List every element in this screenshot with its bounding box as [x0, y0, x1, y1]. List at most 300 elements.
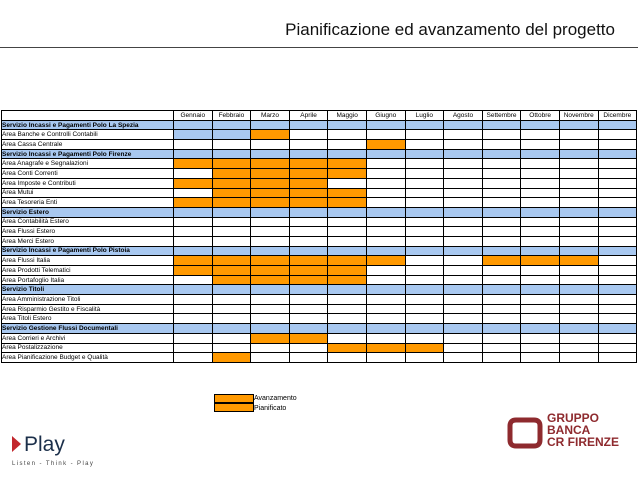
gantt-cell-agosto — [444, 159, 483, 169]
gantt-cell-settembre — [482, 217, 521, 227]
gantt-cell-luglio — [405, 149, 444, 159]
gantt-cell-luglio — [405, 159, 444, 169]
gantt-cell-aprile — [289, 178, 328, 188]
gantt-cell-ottobre — [521, 295, 560, 305]
month-header-ottobre: Ottobre — [521, 111, 560, 121]
gantt-cell-aprile — [289, 333, 328, 343]
gantt-cell-ottobre — [521, 353, 560, 363]
gantt-cell-gennaio — [174, 159, 213, 169]
gantt-cell-novembre — [559, 246, 598, 256]
gantt-cell-novembre — [559, 188, 598, 198]
gantt-cell-gennaio — [174, 149, 213, 159]
gantt-cell-gennaio — [174, 227, 213, 237]
gantt-cell-novembre — [559, 343, 598, 353]
gantt-cell-novembre — [559, 169, 598, 179]
gantt-cell-gennaio — [174, 353, 213, 363]
gantt-cell-febbraio — [212, 295, 251, 305]
gantt-cell-settembre — [482, 227, 521, 237]
gantt-cell-settembre — [482, 333, 521, 343]
gantt-cell-dicembre — [598, 314, 637, 324]
gantt-cell-maggio — [328, 130, 367, 140]
gantt-cell-settembre — [482, 314, 521, 324]
gantt-cell-ottobre — [521, 285, 560, 295]
gantt-cell-gennaio — [174, 236, 213, 246]
gantt-cell-giugno — [366, 343, 405, 353]
gantt-cell-febbraio — [212, 266, 251, 276]
month-header-luglio: Luglio — [405, 111, 444, 121]
gantt-cell-aprile — [289, 285, 328, 295]
gantt-cell-luglio — [405, 188, 444, 198]
gantt-cell-settembre — [482, 188, 521, 198]
gantt-cell-dicembre — [598, 159, 637, 169]
area-row — [2, 159, 637, 169]
gantt-cell-ottobre — [521, 314, 560, 324]
gantt-body — [2, 120, 637, 362]
gantt-cell-agosto — [444, 314, 483, 324]
gantt-cell-agosto — [444, 295, 483, 305]
gantt-cell-novembre — [559, 217, 598, 227]
gantt-cell-maggio — [328, 266, 367, 276]
gantt-cell-febbraio — [212, 304, 251, 314]
month-header-settembre: Settembre — [482, 111, 521, 121]
gantt-cell-luglio — [405, 343, 444, 353]
area-row — [2, 304, 637, 314]
gantt-cell-dicembre — [598, 275, 637, 285]
gantt-cell-maggio — [328, 353, 367, 363]
gantt-cell-agosto — [444, 266, 483, 276]
gantt-cell-aprile — [289, 188, 328, 198]
gantt-cell-febbraio — [212, 333, 251, 343]
gantt-cell-ottobre — [521, 140, 560, 150]
gantt-cell-novembre — [559, 130, 598, 140]
gantt-cell-maggio — [328, 236, 367, 246]
gantt-cell-giugno — [366, 159, 405, 169]
gantt-cell-luglio — [405, 169, 444, 179]
gantt-cell-aprile — [289, 314, 328, 324]
gruppo-line-3: CR FIRENZE — [547, 435, 619, 449]
gantt-cell-aprile — [289, 149, 328, 159]
gantt-cell-agosto — [444, 178, 483, 188]
gantt-cell-agosto — [444, 324, 483, 334]
gantt-cell-marzo — [251, 120, 290, 130]
gantt-cell-luglio — [405, 227, 444, 237]
gantt-cell-ottobre — [521, 256, 560, 266]
month-header-gennaio: Gennaio — [174, 111, 213, 121]
gantt-cell-ottobre — [521, 198, 560, 208]
area-label: Area Risparmio Gestito e Fiscalità — [2, 304, 174, 314]
area-row — [2, 353, 637, 363]
gantt-cell-febbraio — [212, 207, 251, 217]
gantt-cell-ottobre — [521, 120, 560, 130]
gantt-cell-marzo — [251, 198, 290, 208]
gantt-cell-dicembre — [598, 140, 637, 150]
gantt-cell-marzo — [251, 188, 290, 198]
gantt-cell-luglio — [405, 140, 444, 150]
gantt-cell-gennaio — [174, 140, 213, 150]
gantt-cell-settembre — [482, 130, 521, 140]
gantt-cell-luglio — [405, 120, 444, 130]
gantt-cell-settembre — [482, 207, 521, 217]
header-corner — [2, 111, 174, 121]
month-header-agosto: Agosto — [444, 111, 483, 121]
gantt-cell-maggio — [328, 285, 367, 295]
gantt-cell-maggio — [328, 198, 367, 208]
gantt-cell-marzo — [251, 285, 290, 295]
gantt-cell-maggio — [328, 343, 367, 353]
gantt-cell-febbraio — [212, 256, 251, 266]
gantt-cell-marzo — [251, 140, 290, 150]
gantt-cell-giugno — [366, 304, 405, 314]
gantt-cell-giugno — [366, 333, 405, 343]
legend-swatch-pianificato — [214, 403, 254, 412]
gantt-cell-marzo — [251, 266, 290, 276]
gantt-cell-luglio — [405, 207, 444, 217]
gantt-cell-maggio — [328, 149, 367, 159]
title-divider — [0, 47, 638, 48]
area-row — [2, 275, 637, 285]
area-row — [2, 314, 637, 324]
gantt-cell-agosto — [444, 217, 483, 227]
gantt-cell-aprile — [289, 217, 328, 227]
gantt-cell-giugno — [366, 236, 405, 246]
gantt-cell-marzo — [251, 353, 290, 363]
gantt-cell-luglio — [405, 198, 444, 208]
gantt-cell-aprile — [289, 275, 328, 285]
gantt-cell-settembre — [482, 285, 521, 295]
section-label: Servizio Incassi e Pagamenti Polo Firenze — [2, 149, 174, 159]
gantt-cell-settembre — [482, 159, 521, 169]
gantt-cell-settembre — [482, 266, 521, 276]
gantt-cell-giugno — [366, 246, 405, 256]
area-row — [2, 130, 637, 140]
gantt-cell-novembre — [559, 256, 598, 266]
gantt-cell-aprile — [289, 343, 328, 353]
gantt-cell-settembre — [482, 353, 521, 363]
gantt-cell-agosto — [444, 304, 483, 314]
area-row — [2, 266, 637, 276]
gantt-cell-gennaio — [174, 207, 213, 217]
month-header-dicembre: Dicembre — [598, 111, 637, 121]
gantt-cell-settembre — [482, 256, 521, 266]
gantt-cell-settembre — [482, 198, 521, 208]
area-row — [2, 227, 637, 237]
gantt-cell-gennaio — [174, 217, 213, 227]
gantt-cell-marzo — [251, 256, 290, 266]
gantt-cell-novembre — [559, 159, 598, 169]
gantt-cell-giugno — [366, 120, 405, 130]
gantt-cell-luglio — [405, 217, 444, 227]
gantt-cell-marzo — [251, 324, 290, 334]
area-row — [2, 198, 637, 208]
gantt-cell-settembre — [482, 149, 521, 159]
gantt-cell-dicembre — [598, 207, 637, 217]
gantt-cell-agosto — [444, 236, 483, 246]
gantt-cell-marzo — [251, 149, 290, 159]
gantt-cell-settembre — [482, 295, 521, 305]
gantt-cell-maggio — [328, 333, 367, 343]
gantt-cell-giugno — [366, 275, 405, 285]
gruppo-emblem-icon — [506, 412, 544, 454]
gantt-cell-febbraio — [212, 217, 251, 227]
gantt-cell-ottobre — [521, 266, 560, 276]
section-row — [2, 120, 637, 130]
gantt-cell-luglio — [405, 275, 444, 285]
gantt-cell-giugno — [366, 130, 405, 140]
play-arrow-icon — [12, 436, 21, 452]
gantt-cell-dicembre — [598, 120, 637, 130]
gantt-cell-gennaio — [174, 314, 213, 324]
gantt-cell-dicembre — [598, 343, 637, 353]
gantt-cell-giugno — [366, 207, 405, 217]
gantt-cell-giugno — [366, 256, 405, 266]
gantt-cell-dicembre — [598, 295, 637, 305]
area-label: Area Titoli Estero — [2, 314, 174, 324]
gantt-cell-agosto — [444, 169, 483, 179]
gantt-cell-febbraio — [212, 198, 251, 208]
area-label: Area Contabilità Estero — [2, 217, 174, 227]
gantt-cell-novembre — [559, 236, 598, 246]
gantt-cell-agosto — [444, 285, 483, 295]
gantt-cell-gennaio — [174, 198, 213, 208]
gantt-cell-aprile — [289, 120, 328, 130]
gantt-cell-dicembre — [598, 149, 637, 159]
gantt-cell-marzo — [251, 217, 290, 227]
section-row — [2, 246, 637, 256]
play-tagline: Listen - Think - Play — [12, 461, 95, 467]
gantt-cell-giugno — [366, 217, 405, 227]
section-label: Servizio Estero — [2, 207, 174, 217]
gantt-cell-novembre — [559, 304, 598, 314]
gantt-cell-maggio — [328, 324, 367, 334]
gantt-cell-marzo — [251, 236, 290, 246]
gantt-cell-aprile — [289, 227, 328, 237]
gantt-cell-dicembre — [598, 236, 637, 246]
gantt-cell-febbraio — [212, 343, 251, 353]
gantt-cell-novembre — [559, 333, 598, 343]
gantt-cell-giugno — [366, 188, 405, 198]
gantt-cell-aprile — [289, 304, 328, 314]
gantt-cell-agosto — [444, 198, 483, 208]
section-row — [2, 149, 637, 159]
gantt-cell-aprile — [289, 236, 328, 246]
gantt-cell-ottobre — [521, 324, 560, 334]
legend-label-pianificato: Pianificato — [254, 405, 287, 412]
gantt-cell-marzo — [251, 178, 290, 188]
month-header-novembre: Novembre — [559, 111, 598, 121]
gantt-cell-settembre — [482, 178, 521, 188]
gantt-cell-novembre — [559, 295, 598, 305]
gantt-cell-maggio — [328, 188, 367, 198]
gantt-cell-febbraio — [212, 227, 251, 237]
gantt-cell-maggio — [328, 178, 367, 188]
gantt-cell-aprile — [289, 140, 328, 150]
gantt-cell-aprile — [289, 353, 328, 363]
area-label: Area Prodotti Telematici — [2, 266, 174, 276]
gruppo-banca-logo — [506, 412, 631, 472]
gantt-cell-luglio — [405, 266, 444, 276]
gantt-cell-marzo — [251, 246, 290, 256]
gantt-cell-ottobre — [521, 246, 560, 256]
gantt-cell-novembre — [559, 314, 598, 324]
gantt-cell-maggio — [328, 275, 367, 285]
area-row — [2, 256, 637, 266]
area-label: Area Portafoglio Italia — [2, 275, 174, 285]
gantt-cell-agosto — [444, 333, 483, 343]
gantt-cell-maggio — [328, 304, 367, 314]
gantt-cell-gennaio — [174, 285, 213, 295]
gantt-cell-febbraio — [212, 188, 251, 198]
gantt-cell-aprile — [289, 198, 328, 208]
gantt-cell-marzo — [251, 159, 290, 169]
gantt-cell-giugno — [366, 324, 405, 334]
gantt-cell-febbraio — [212, 178, 251, 188]
area-label: Area Flussi Italia — [2, 256, 174, 266]
month-header-maggio: Maggio — [328, 111, 367, 121]
gantt-cell-agosto — [444, 353, 483, 363]
gantt-cell-novembre — [559, 120, 598, 130]
gantt-cell-settembre — [482, 140, 521, 150]
gantt-cell-ottobre — [521, 159, 560, 169]
gantt-cell-settembre — [482, 304, 521, 314]
gantt-cell-ottobre — [521, 227, 560, 237]
gantt-cell-marzo — [251, 333, 290, 343]
gantt-cell-dicembre — [598, 333, 637, 343]
gantt-cell-agosto — [444, 140, 483, 150]
gantt-cell-giugno — [366, 149, 405, 159]
gantt-cell-marzo — [251, 275, 290, 285]
gantt-cell-dicembre — [598, 285, 637, 295]
gantt-cell-febbraio — [212, 149, 251, 159]
gantt-cell-gennaio — [174, 120, 213, 130]
gantt-cell-agosto — [444, 120, 483, 130]
section-row — [2, 285, 637, 295]
gantt-cell-marzo — [251, 169, 290, 179]
gantt-cell-ottobre — [521, 149, 560, 159]
gantt-cell-agosto — [444, 227, 483, 237]
area-row — [2, 178, 637, 188]
gantt-cell-febbraio — [212, 275, 251, 285]
gantt-cell-aprile — [289, 169, 328, 179]
gantt-cell-gennaio — [174, 266, 213, 276]
area-label: Area Imposte e Contributi — [2, 178, 174, 188]
gantt-cell-aprile — [289, 266, 328, 276]
gantt-cell-giugno — [366, 178, 405, 188]
gantt-cell-settembre — [482, 246, 521, 256]
area-label: Area Postalizzazione — [2, 343, 174, 353]
gantt-cell-dicembre — [598, 266, 637, 276]
gantt-cell-luglio — [405, 353, 444, 363]
area-label: Area Corrieri e Archivi — [2, 333, 174, 343]
gantt-cell-agosto — [444, 207, 483, 217]
gantt-cell-maggio — [328, 120, 367, 130]
gantt-cell-giugno — [366, 295, 405, 305]
section-row — [2, 207, 637, 217]
area-label: Area Banche e Controlli Contabili — [2, 130, 174, 140]
gantt-cell-ottobre — [521, 217, 560, 227]
section-label: Servizio Incassi e Pagamenti Polo La Spezia — [2, 120, 174, 130]
gantt-cell-dicembre — [598, 353, 637, 363]
area-label: Area Tesoreria Enti — [2, 198, 174, 208]
gantt-cell-gennaio — [174, 188, 213, 198]
gantt-cell-gennaio — [174, 275, 213, 285]
gantt-cell-marzo — [251, 304, 290, 314]
gantt-cell-agosto — [444, 275, 483, 285]
gantt-cell-aprile — [289, 130, 328, 140]
gantt-cell-ottobre — [521, 275, 560, 285]
area-row — [2, 217, 637, 227]
gantt-cell-febbraio — [212, 130, 251, 140]
gantt-cell-dicembre — [598, 178, 637, 188]
gantt-cell-agosto — [444, 246, 483, 256]
area-row — [2, 333, 637, 343]
gantt-cell-agosto — [444, 343, 483, 353]
gantt-cell-maggio — [328, 295, 367, 305]
area-row — [2, 295, 637, 305]
gantt-cell-giugno — [366, 285, 405, 295]
month-header-aprile: Aprile — [289, 111, 328, 121]
gantt-table — [1, 110, 637, 363]
gantt-cell-febbraio — [212, 246, 251, 256]
area-label: Area Flussi Estero — [2, 227, 174, 237]
gantt-cell-luglio — [405, 304, 444, 314]
gantt-cell-novembre — [559, 149, 598, 159]
gantt-cell-febbraio — [212, 169, 251, 179]
gantt-cell-febbraio — [212, 120, 251, 130]
gantt-cell-ottobre — [521, 130, 560, 140]
gantt-cell-ottobre — [521, 188, 560, 198]
gantt-cell-febbraio — [212, 324, 251, 334]
gantt-cell-agosto — [444, 188, 483, 198]
gantt-cell-ottobre — [521, 207, 560, 217]
gantt-cell-marzo — [251, 343, 290, 353]
gantt-cell-novembre — [559, 140, 598, 150]
gantt-cell-luglio — [405, 324, 444, 334]
gantt-cell-novembre — [559, 178, 598, 188]
gantt-cell-gennaio — [174, 169, 213, 179]
gantt-cell-novembre — [559, 275, 598, 285]
section-label: Servizio Titoli — [2, 285, 174, 295]
gantt-cell-settembre — [482, 236, 521, 246]
gantt-cell-febbraio — [212, 159, 251, 169]
gantt-cell-gennaio — [174, 130, 213, 140]
gantt-cell-giugno — [366, 198, 405, 208]
gantt-cell-marzo — [251, 130, 290, 140]
gantt-cell-settembre — [482, 275, 521, 285]
gruppo-line-2: BANCA — [547, 423, 591, 437]
gantt-cell-marzo — [251, 314, 290, 324]
area-label: Area Pianificazione Budget e Qualità — [2, 353, 174, 363]
gantt-cell-giugno — [366, 169, 405, 179]
area-row — [2, 140, 637, 150]
gantt-cell-ottobre — [521, 169, 560, 179]
gantt-cell-dicembre — [598, 217, 637, 227]
gantt-cell-agosto — [444, 130, 483, 140]
section-label: Servizio Incassi e Pagamenti Polo Pistoia — [2, 246, 174, 256]
gantt-cell-dicembre — [598, 324, 637, 334]
gantt-cell-aprile — [289, 207, 328, 217]
gantt-cell-ottobre — [521, 236, 560, 246]
gantt-cell-novembre — [559, 324, 598, 334]
gantt-cell-dicembre — [598, 227, 637, 237]
gantt-cell-giugno — [366, 140, 405, 150]
gantt-cell-luglio — [405, 130, 444, 140]
gantt-cell-gennaio — [174, 295, 213, 305]
area-row — [2, 188, 637, 198]
gantt-cell-aprile — [289, 159, 328, 169]
gantt-cell-dicembre — [598, 198, 637, 208]
gantt-cell-giugno — [366, 314, 405, 324]
month-header-giugno: Giugno — [366, 111, 405, 121]
